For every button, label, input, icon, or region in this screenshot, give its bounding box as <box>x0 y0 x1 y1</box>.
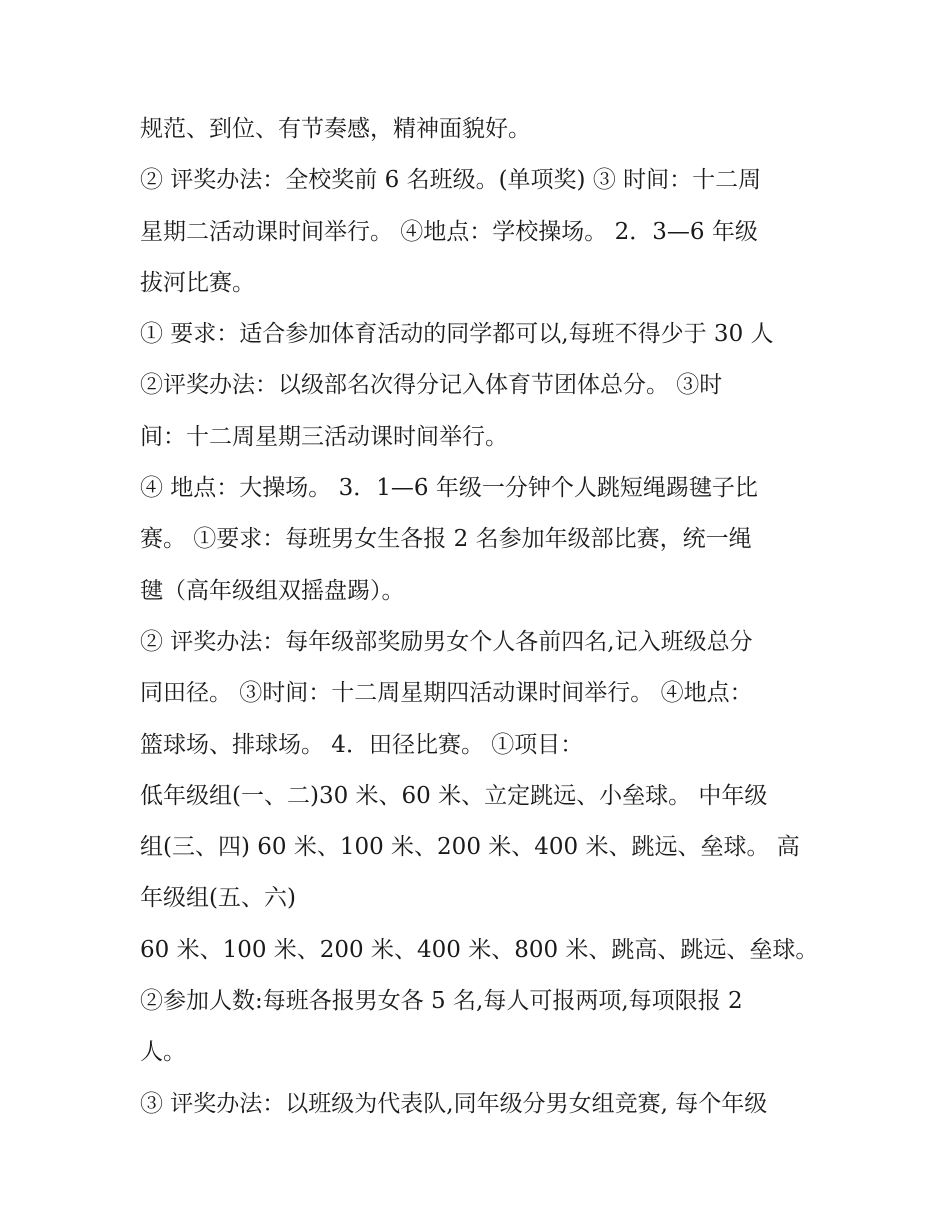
text-line: 赛。 ①要求：每班男女生各报 2 名参加年级部比赛，统一绳 <box>140 526 752 553</box>
text-line: 人。 <box>140 1039 186 1066</box>
text-line: 组(三、四) 60 米、100 米、200 米、400 米、跳远、垒球。 高 <box>140 834 800 861</box>
text-line: ② 评奖办法：全校奖前 6 名班级。(单项奖) ③ 时间：十二周 <box>140 167 762 194</box>
text-line: 间：十二周星期三活动课时间举行。 <box>140 423 508 450</box>
text-line: 60 米、100 米、200 米、400 米、800 米、跳高、跳远、垒球。 <box>140 936 819 963</box>
text-line: ① 要求：适合参加体育活动的同学都可以,每班不得少于 30 人 <box>140 321 774 348</box>
text-line: 年级组(五、六) <box>140 885 296 912</box>
text-line: ②评奖办法：以级部名次得分记入体育节团体总分。 ③时 <box>140 372 723 399</box>
text-line: 篮球场、排球场。 4．田径比赛。 ①项目： <box>140 731 584 758</box>
text-line: 星期二活动课时间举行。 ④地点：学校操场。 2．3—6 年级 <box>140 218 758 245</box>
text-line: 同田径。 ③时间：十二周星期四活动课时间举行。 ④地点： <box>140 680 753 707</box>
text-line: ④ 地点：大操场。 3．1—6 年级一分钟个人跳短绳踢毽子比 <box>140 475 758 502</box>
text-line: ②参加人数:每班各报男女各 5 名,每人可报两项,每项限报 2 <box>140 988 743 1015</box>
text-line: 毽（高年级组双摇盘踢）。 <box>140 577 405 604</box>
text-line: ③ 评奖办法：以班级为代表队,同年级分男女组竞赛, 每个年级 <box>140 1090 768 1117</box>
text-line: 低年级组(一、二)30 米、60 米、立定跳远、小垒球。 中年级 <box>140 782 768 809</box>
body-text <box>140 104 820 1130</box>
text-line: 拔河比赛。 <box>140 269 255 296</box>
text-line: 规范、到位、有节奏感，精神面貌好。 <box>140 116 531 142</box>
text-line: ② 评奖办法：每年级部奖励男女个人各前四名,记入班级总分 <box>140 628 753 655</box>
